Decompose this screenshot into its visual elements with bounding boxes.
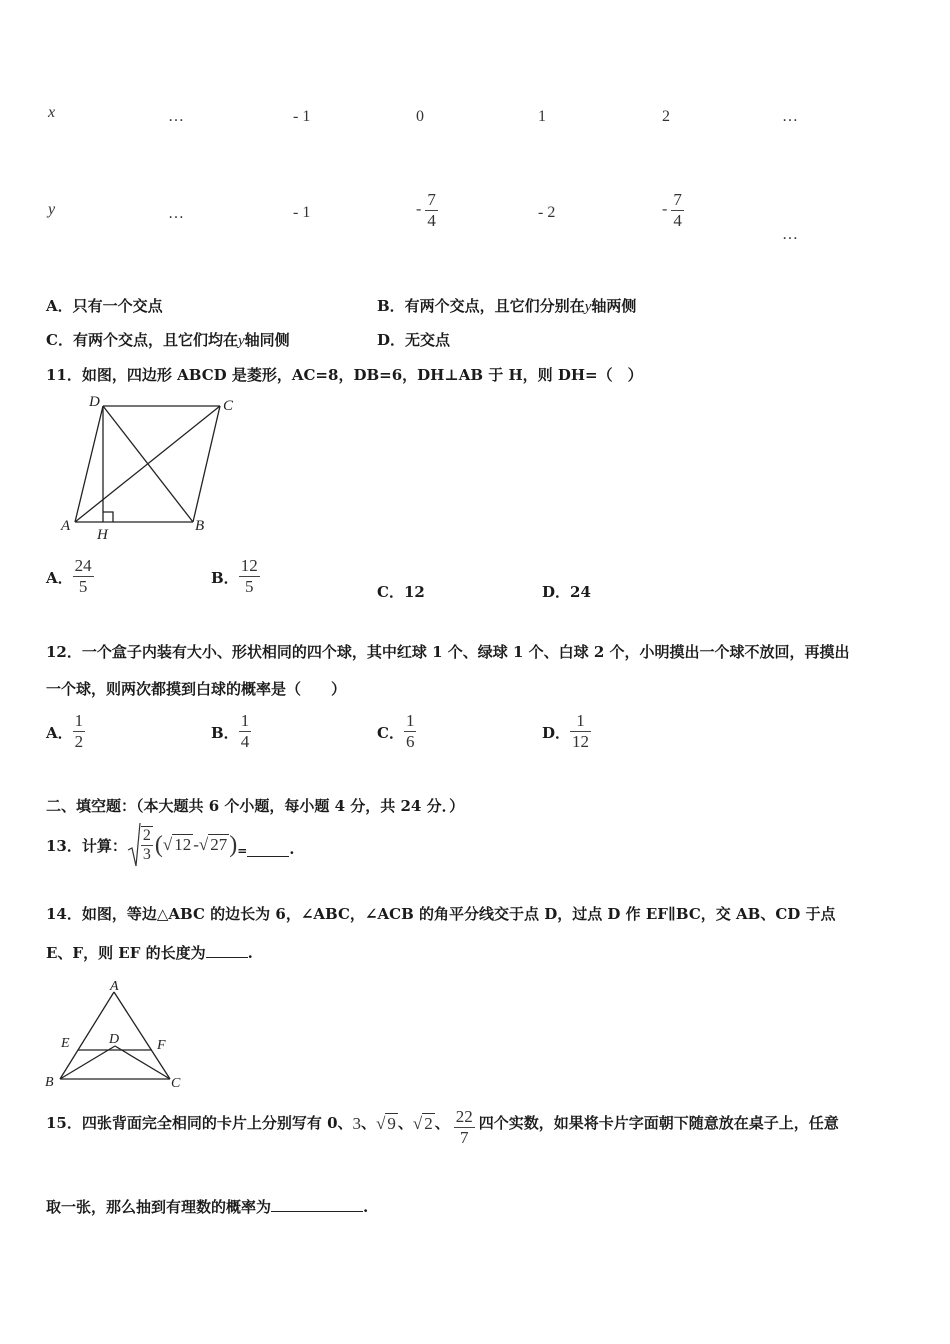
y-cell-3: - $\frac{7}{4}$ — [416, 190, 436, 230]
q13-answer-blank[interactable] — [247, 842, 289, 857]
q14-text-line1: 14．如图，等边△ABC 的边长为 6，∠ABC，∠ACB 的角平分线交于点 D，过点 D 作 EF∥BC，交 AB、CD 于点 — [46, 905, 836, 923]
x-cell-5: 2 — [662, 108, 670, 125]
edge-cb — [193, 406, 220, 522]
y-cell-5: - $\frac{7}{4}$ — [662, 190, 682, 230]
edge-ac — [114, 992, 170, 1079]
q12-option-d[interactable]: D． $\frac{1}{12}$ — [542, 711, 590, 751]
q12-option-a[interactable]: A． $\frac{1}{2}$ — [46, 711, 84, 751]
section2-title: 二、填空题：（本大题共 6 个小题，每小题 4 分，共 24 分．） — [46, 797, 465, 815]
q15-line2: 取一张，那么抽到有理数的概率为 . — [46, 1198, 369, 1216]
y-cell-1: … — [168, 205, 184, 222]
label-b: B — [195, 518, 205, 534]
y-cell-6: … — [782, 226, 798, 243]
label-f: F — [157, 1038, 166, 1053]
right-angle-mark — [103, 512, 113, 522]
y-label: y — [48, 201, 56, 218]
x-cell-1: … — [168, 108, 184, 125]
x-cell-4: 1 — [538, 108, 546, 125]
x-label: x — [48, 104, 56, 121]
y-cell-2: - 1 — [293, 204, 311, 221]
y-cell-4: - 2 — [538, 204, 556, 221]
label-c: C — [223, 398, 234, 414]
q11-option-b[interactable]: B． $\frac{12}{5}$ — [211, 556, 258, 596]
edge-ad — [75, 406, 103, 522]
q11-text: 11．如图，四边形 ABCD 是菱形，AC=8，DB=6，DH⊥AB 于 H，则 DH=（ ） — [46, 366, 643, 384]
q10-option-a[interactable]: A．只有一个交点 — [46, 297, 163, 315]
x-cell-2: - 1 — [293, 108, 311, 125]
q12-text-line1: 12．一个盒子内装有大小、形状相同的四个球，其中红球 1 个、绿球 1 个、白球 2 个，小明摸出一个球不放回，再摸出 — [46, 643, 850, 661]
q10-option-c[interactable]: C．有两个交点，且它们均在y轴同侧 — [46, 331, 290, 349]
q15-line1: 15．四张背面完全相同的卡片上分别写有 0、 3 、 √ 9 、 √ 2 、 $\frac{22}{7}$ 四个实数，如果将卡片字面朝下随意放在桌子上，任意 — [46, 1107, 839, 1147]
label-b: B — [45, 1075, 54, 1090]
label-h: H — [97, 527, 108, 543]
diagonal-db — [103, 406, 193, 522]
q13-line: 13．计算： $\frac{2}{3}$ ( √ 12 - √ 27 ) = . — [46, 822, 295, 868]
radical-sign-icon — [127, 822, 141, 868]
label-d: D — [109, 1032, 120, 1047]
sqrt-fraction: $\frac{2}{3}$ — [127, 822, 153, 868]
q10-option-d[interactable]: D．无交点 — [377, 331, 451, 349]
label-a: A — [110, 979, 119, 994]
q12-option-b[interactable]: B． $\frac{1}{4}$ — [211, 711, 250, 751]
q12-option-c[interactable]: C． $\frac{1}{6}$ — [377, 711, 415, 751]
q15-answer-blank[interactable] — [271, 1197, 363, 1212]
q10-option-b[interactable]: B．有两个交点，且它们分别在y轴两侧 — [377, 297, 637, 315]
x-cell-6: … — [782, 108, 798, 125]
q11-option-a[interactable]: A． $\frac{24}{5}$ — [46, 556, 92, 596]
rhombus-figure — [55, 392, 255, 544]
label-d: D — [89, 394, 100, 410]
x-cell-3: 0 — [416, 108, 424, 125]
label-a: A — [61, 518, 71, 534]
q14-text-line2: E、F，则 EF 的长度为 . — [46, 944, 253, 962]
q14-answer-blank[interactable] — [206, 943, 248, 958]
q12-text-line2: 一个球，则两次都摸到白球的概率是（ ） — [46, 680, 347, 698]
q11-option-d[interactable]: D．24 — [542, 583, 591, 601]
q11-option-c[interactable]: C．12 — [377, 583, 425, 601]
triangle-figure — [40, 975, 190, 1093]
label-e: E — [61, 1036, 70, 1051]
label-c: C — [171, 1076, 181, 1091]
